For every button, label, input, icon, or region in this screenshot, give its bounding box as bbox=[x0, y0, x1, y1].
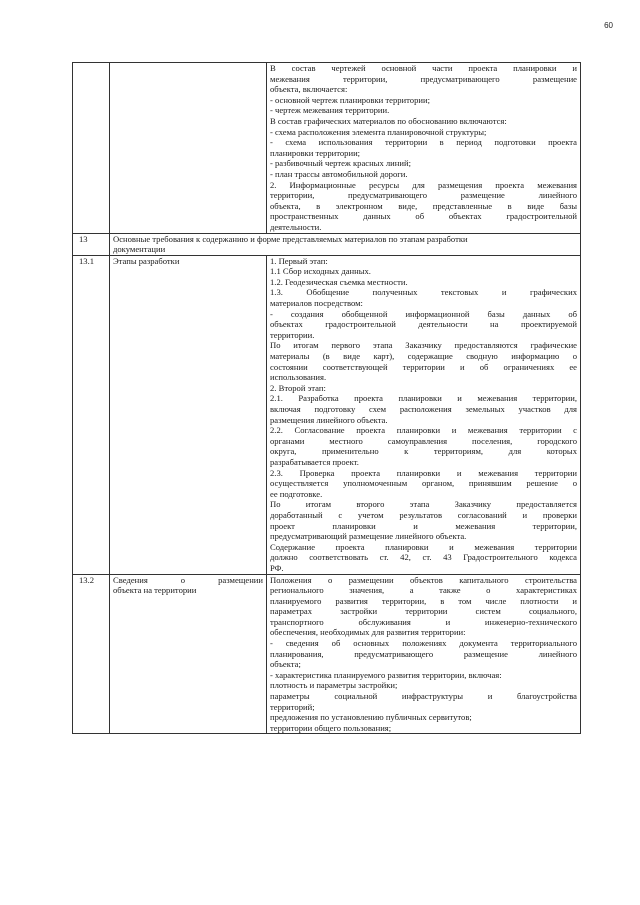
table-row bbox=[73, 63, 581, 234]
content-line: состоянии соответствующей территории и об ограничениях ее bbox=[270, 361, 577, 372]
content-line: материалы (в виде карт), содержащие сводную информацию о bbox=[270, 351, 577, 362]
content-line: плотность и параметры застройки; bbox=[270, 680, 398, 691]
content-line: планирования, предусматривающего размещение линейного bbox=[270, 648, 577, 659]
content-line: объектах градостроительной деятельности на проектируемой bbox=[270, 319, 577, 330]
content-line: По итогам второго этапа Заказчику предоставляется bbox=[270, 499, 577, 510]
content-line: территорий; bbox=[270, 701, 315, 712]
content-line: 1.3. Обобщение полученных текстовых и графических bbox=[270, 287, 577, 298]
row-label: Этапы разработки bbox=[110, 255, 267, 574]
content-line: параметрах застройки территории систем социального, bbox=[270, 606, 577, 617]
content-line: разрабатывается проект. bbox=[270, 456, 359, 467]
content-line: - схема расположения элемента планировочной структуры; bbox=[270, 126, 487, 137]
requirements-table-body bbox=[73, 63, 581, 734]
row-number: 13.2 bbox=[73, 574, 110, 734]
content-line: ее подготовке. bbox=[270, 488, 323, 499]
content-line: доработанный с учетом результатов согласований и проверки bbox=[270, 509, 577, 520]
content-line: межевания территории, предусматривающего размещение bbox=[270, 73, 577, 84]
table-row bbox=[73, 233, 581, 255]
section-heading-line: Основные требования к содержанию и форме представляемых материалов по этапам разработки bbox=[113, 233, 468, 244]
content-line: РФ. bbox=[270, 562, 284, 573]
content-line: осуществляется уполномоченным органом, принявшим решение о bbox=[270, 478, 577, 489]
row-content bbox=[267, 574, 581, 734]
content-line: территории. bbox=[270, 329, 315, 340]
row-label-line: объекта на территории bbox=[113, 585, 197, 596]
content-line: размещения линейного объекта. bbox=[270, 414, 388, 425]
row-label bbox=[110, 63, 267, 234]
content-line: - создания обобщенной информационной базы данных об bbox=[270, 308, 577, 319]
content-line: должно соответствовать ст. 42, ст. 43 Градостроительного кодекса bbox=[270, 552, 577, 563]
content-line: материалов посредством: bbox=[270, 298, 363, 309]
content-line: обеспечения, необходимых для развития территории: bbox=[270, 627, 466, 638]
content-line: 2. Информационные ресурсы для размещения проекта межевания bbox=[270, 179, 577, 190]
content-line: территории, предусматривающего размещение линейного bbox=[270, 190, 577, 201]
content-line: транспортного обслуживания и инженерно-технического bbox=[270, 616, 577, 627]
content-line: объекта, в электронном виде, представленные в виде базы bbox=[270, 200, 577, 211]
content-line: проект планировки и межевания территории, bbox=[270, 520, 577, 531]
row-content bbox=[267, 255, 581, 574]
table-row bbox=[73, 255, 581, 574]
row-label-line: Сведения о размещении bbox=[113, 574, 263, 585]
row-number: 13.1 bbox=[73, 255, 110, 574]
content-line: - основной чертеж планировки территории; bbox=[270, 94, 430, 105]
row-content bbox=[267, 63, 581, 234]
content-line: регионального значения, а также о характеристиках bbox=[270, 585, 577, 596]
content-line: объекта, включается: bbox=[270, 84, 348, 95]
content-line: использования. bbox=[270, 372, 327, 383]
section-heading bbox=[110, 233, 581, 255]
content-line: 1.2. Геодезическая съемка местности. bbox=[270, 276, 408, 287]
content-line: - характеристика планируемого развития территории, включая: bbox=[270, 669, 502, 680]
row-number: 13 bbox=[73, 233, 110, 255]
content-line: 2.1. Разработка проекта планировки и межевания территории, bbox=[270, 393, 577, 404]
table-row bbox=[73, 574, 581, 734]
row-number bbox=[73, 63, 110, 234]
content-line: включая подготовку схем расположения земельных участков для bbox=[270, 404, 577, 414]
content-line: По итогам первого этапа Заказчику предоставляются графические bbox=[270, 340, 577, 351]
content-line: - чертеж межевания территории. bbox=[270, 105, 390, 116]
content-line: планировки территории; bbox=[270, 147, 361, 158]
content-line: планируемого развития территории, в том числе плотности и bbox=[270, 595, 577, 606]
content-line: В состав чертежей основной части проекта планировки и bbox=[270, 63, 577, 73]
content-line: Положения о размещении объектов капитального строительства bbox=[270, 574, 577, 585]
section-heading-line: документации bbox=[113, 244, 166, 255]
content-line: параметры социальной инфраструктуры и благоустройства bbox=[270, 691, 577, 702]
content-line: объекта; bbox=[270, 659, 301, 670]
content-line: - схема использования территории в период подготовки проекта bbox=[270, 137, 577, 148]
content-line: 2.3. Проверка проекта планировки и межевания территории bbox=[270, 467, 577, 478]
content-line: 2. Второй этап: bbox=[270, 382, 326, 393]
content-line: деятельности. bbox=[270, 221, 322, 232]
content-line: предложения по установлению публичных сервитутов; bbox=[270, 712, 472, 723]
content-line: 1.1 Сбор исходных данных. bbox=[270, 266, 371, 277]
content-line: Содержание проекта планировки и межевания территории bbox=[270, 541, 577, 552]
row-label bbox=[110, 574, 267, 734]
content-line: 2.2. Согласование проекта планировки и межевания территории с bbox=[270, 425, 577, 436]
content-line: - сведения об основных положениях документа территориального bbox=[270, 638, 577, 649]
content-line: органами местного самоуправления поселения, городского bbox=[270, 435, 577, 446]
content-line: пространственных данных об объектах градостроительной bbox=[270, 211, 577, 222]
content-line: предусматривающий размещение линейного объекта. bbox=[270, 531, 467, 542]
content-line: округа, применительно к территориям, для которых bbox=[270, 446, 577, 457]
content-line: - план трассы автомобильной дороги. bbox=[270, 168, 408, 179]
requirements-table bbox=[72, 62, 581, 734]
content-line: - разбивочный чертеж красных линий; bbox=[270, 158, 411, 169]
content-line: территории общего пользования; bbox=[270, 722, 392, 733]
page-number: 60 bbox=[604, 21, 613, 30]
content-line: В состав графических материалов по обоснованию включаются: bbox=[270, 115, 507, 126]
content-line: 1. Первый этап: bbox=[270, 255, 328, 266]
